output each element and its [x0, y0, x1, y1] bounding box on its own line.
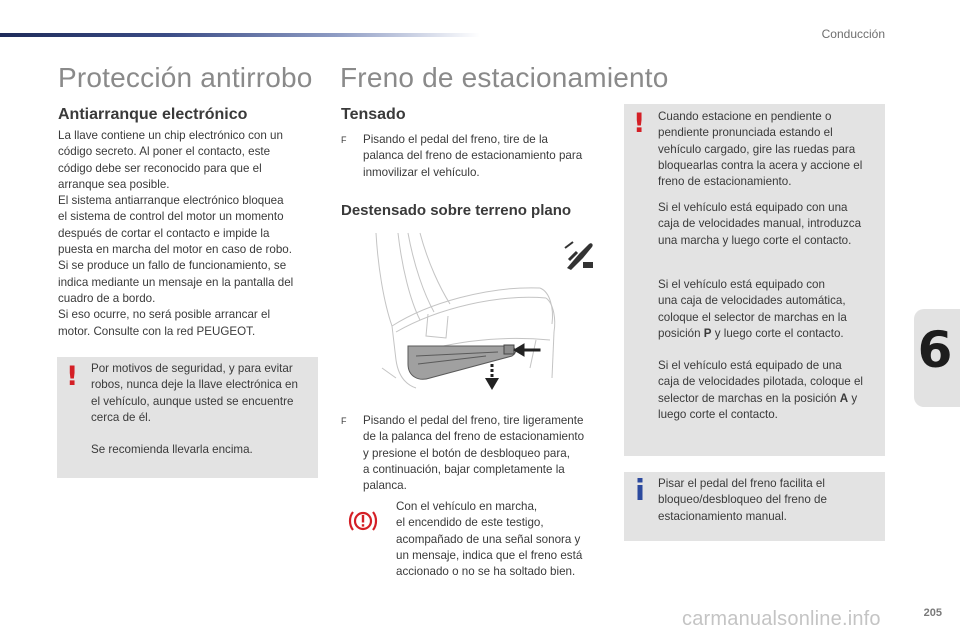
- page-title-parking-brake: Freno de estacionamiento: [340, 62, 669, 93]
- warning-key-text: Por motivos de seguridad, y para evitar robos, nunca deje la llave electrónica en el vehículo, aunque usted se encuentre cerca de él. Se recomienda llevarla encima.: [91, 362, 298, 457]
- bullet-icon: F: [341, 416, 347, 426]
- chapter-tab: [914, 309, 960, 407]
- bullet-icon: F: [341, 135, 347, 145]
- step-applying: F Pisando el pedal del freno, tire de la palanca del freno de estacionamiento para inmovilizar el vehículo.: [341, 133, 583, 179]
- manual-gearbox-text: Si el vehículo está equipado con una caja de velocidades manual, introduzca una marcha y luego corte el contacto.: [658, 201, 862, 247]
- automatic-gearbox-text: Si el vehículo está equipado con una caja de velocidades automática, coloque el selector de marchas en la posición P y luego corte el contacto.: [658, 278, 847, 340]
- page-title-antitheft: Protección antirrobo: [58, 62, 313, 93]
- brake-warning-lamp-text: Con el vehículo en marcha, el encendido de este testigo, acompañado de una señal sonora y un mensaje, indica que el freno está accionado o no se ha soltado bien.: [396, 500, 583, 579]
- page-number: 205: [923, 607, 942, 619]
- heading-applying: Tensado: [341, 106, 406, 123]
- section-title: Conducción: [821, 27, 885, 41]
- warning-slope-text: Cuando estacione en pendiente o pendiente pronunciada estando el vehículo cargado, gire las ruedas para bloquearlas contra la acera y accione el freno de estacionamiento.: [658, 110, 863, 189]
- warning-icon: !: [633, 108, 646, 139]
- info-icon: [635, 478, 645, 500]
- heading-releasing-flat: Destensado sobre terreno plano: [341, 202, 572, 219]
- immobiliser-description: La llave contiene un chip electrónico con un código secreto. Al poner el contacto, este código debe ser reconocido para que el arranque sea posible. El sistema antiarranque electrónico bloquea el sistema de control del motor un momento después de cortar el contacto e impide la puesta en marcha del motor en caso de robo. Si se produce un fallo de funcionamiento, se indica mediante un mensaje en la pantalla del cuadro de a bordo. Si eso ocurre, no será posible arrancar el motor. Consulte con la red PEUGEOT.: [58, 129, 294, 338]
- heading-electronic-immobiliser: Antiarranque electrónico: [58, 106, 248, 123]
- parking-brake-lever-icon: [563, 238, 597, 272]
- chapter-number: 6: [917, 321, 953, 379]
- info-text: Pisar el pedal del freno facilita el bloqueo/desbloqueo del freno de estacionamiento manual.: [658, 477, 827, 523]
- header-gradient-bar: [0, 33, 480, 37]
- watermark: carmanualsonline.info: [682, 608, 881, 630]
- warning-icon: !: [66, 361, 79, 392]
- step-releasing: F Pisando el pedal del freno, tire ligeramente de la palanca del freno de estacionamiento y presione el botón de desbloqueo para, a continuación, bajar completamente la palanca.: [341, 414, 585, 493]
- piloted-gearbox-text: Si el vehículo está equipado de una caja de velocidades pilotada, coloque el selector de marchas en la posición A y luego corte el contacto.: [658, 359, 863, 421]
- brake-warning-lamp-icon: [348, 508, 378, 534]
